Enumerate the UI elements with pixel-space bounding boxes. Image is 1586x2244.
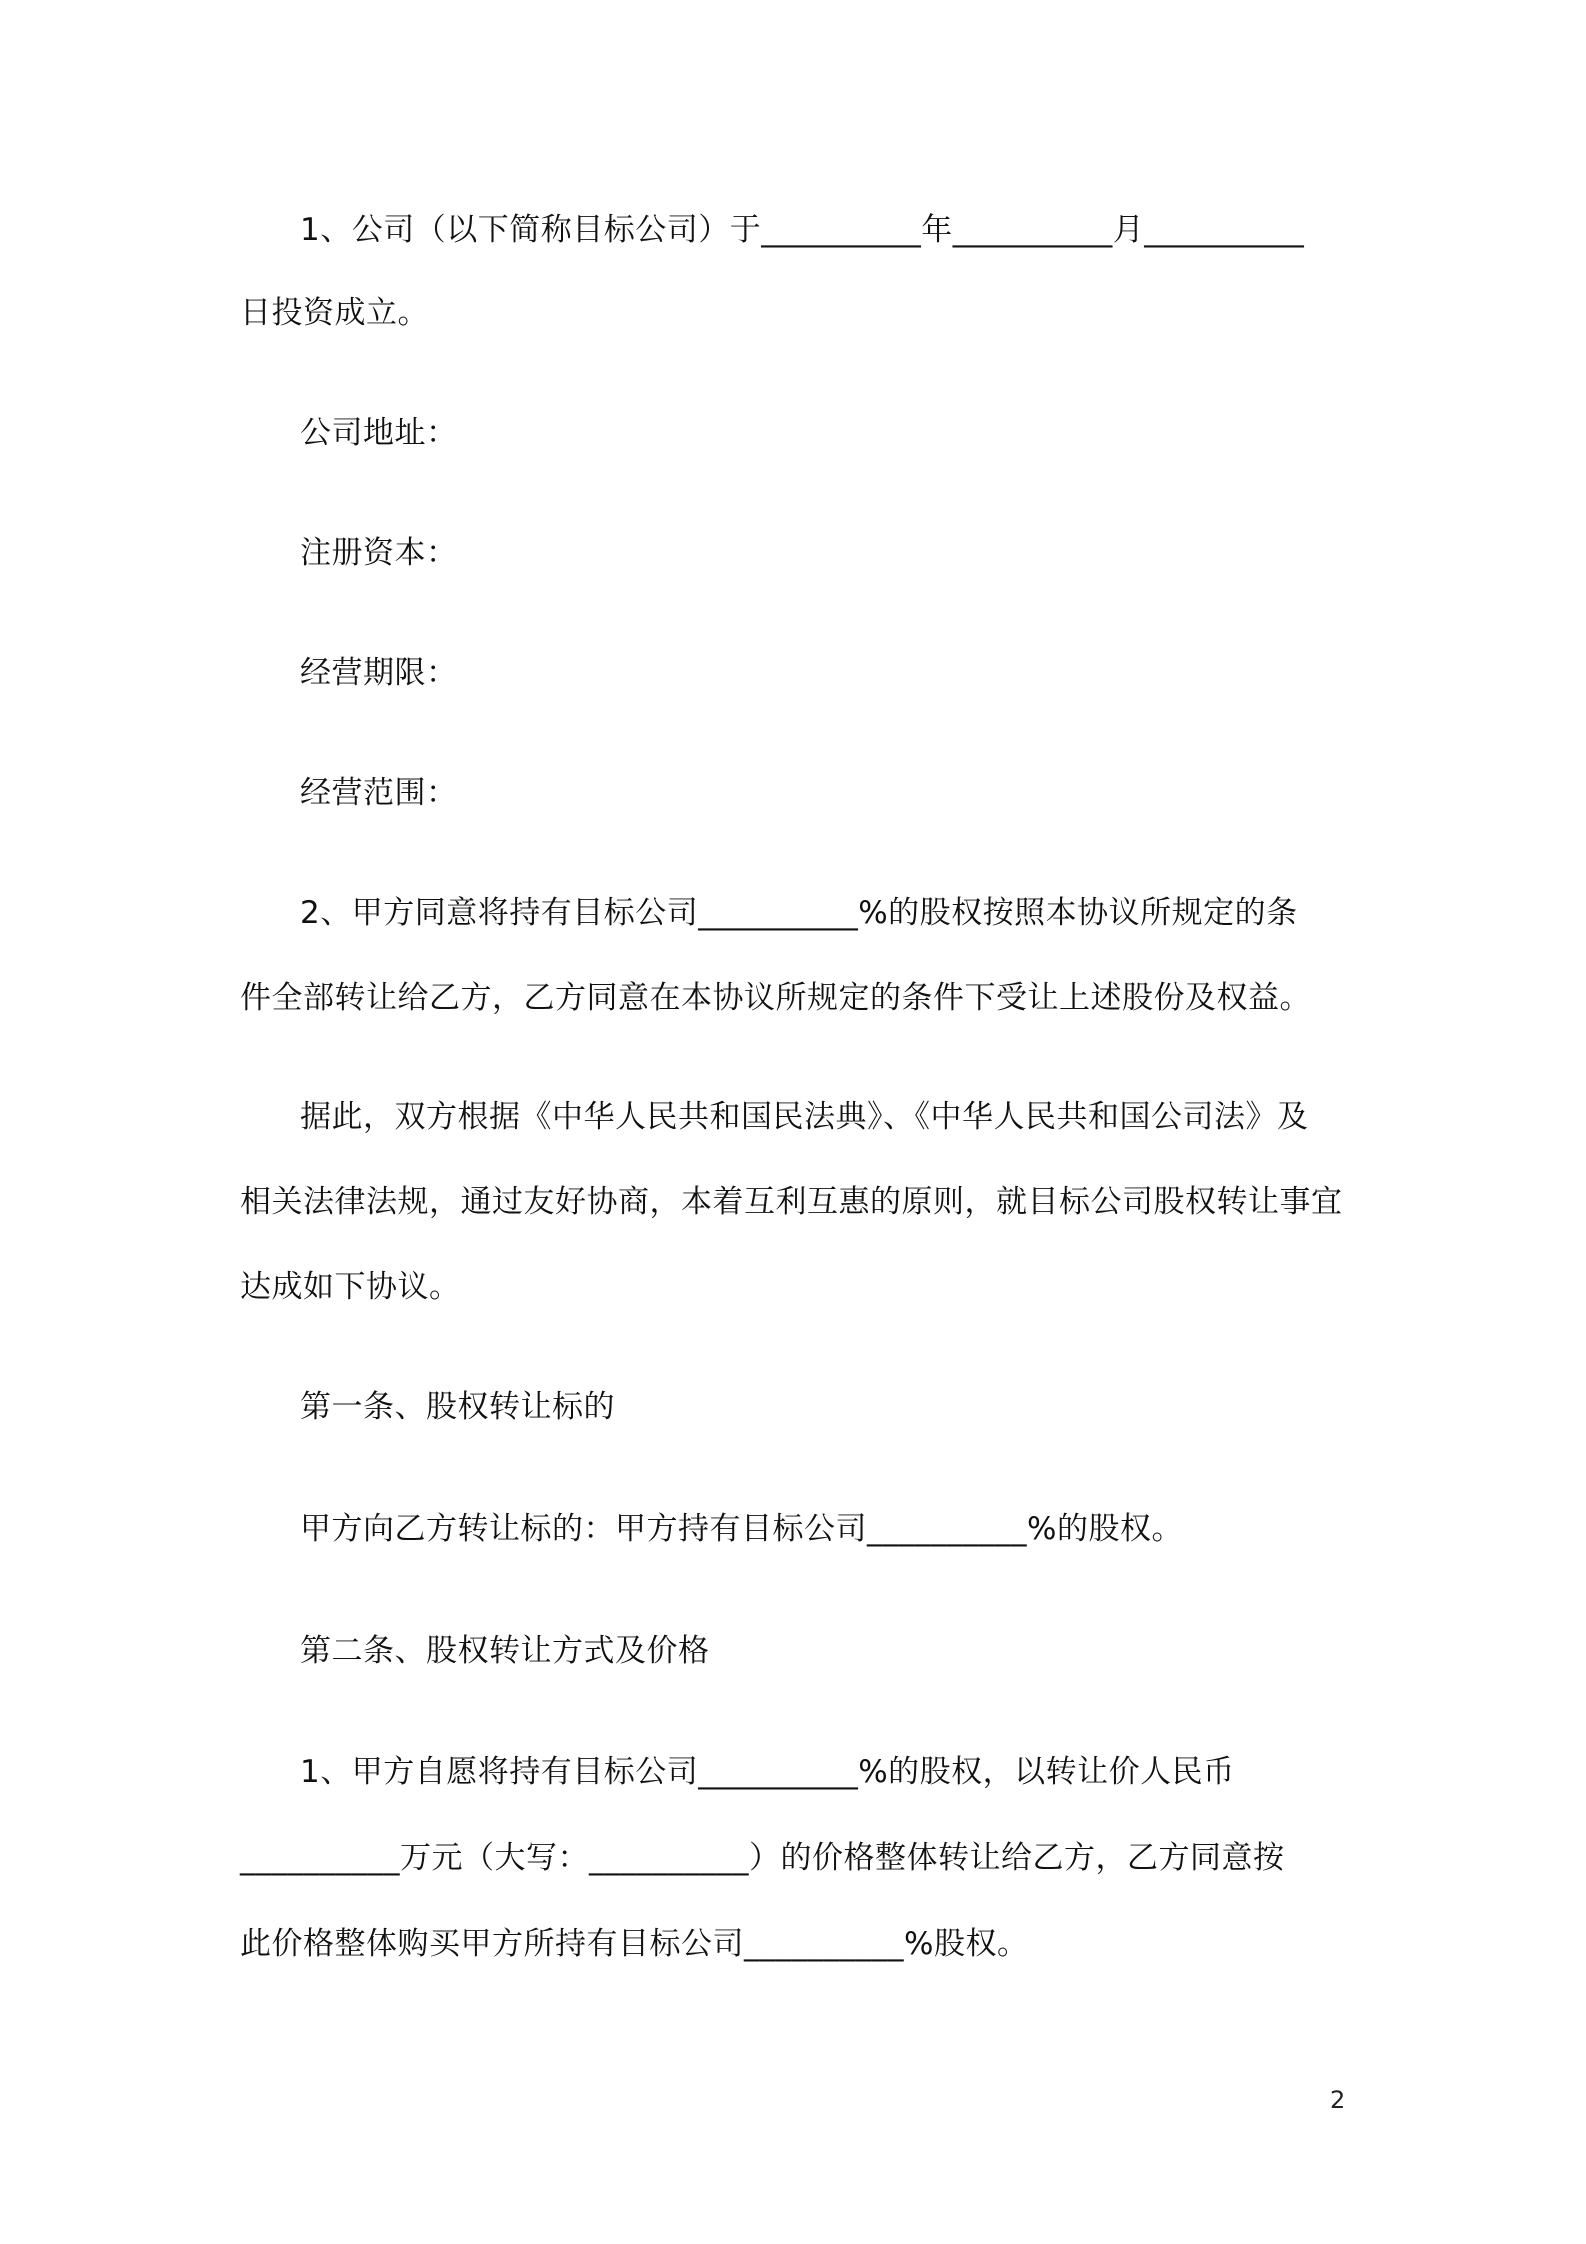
article-2-clause-1-line-1: 1、甲方自愿将持有目标公司__________%的股权，以转让价人民币 (300, 1754, 1235, 1790)
article-2-clause-1-line-2: __________万元（大写：__________）的价格整体转让给乙方，乙方同意按 (240, 1840, 1285, 1876)
article-2-heading: 第二条、股权转让方式及价格 (300, 1633, 710, 1669)
paragraph-1-line-2: 日投资成立。 (240, 295, 429, 331)
article-1-heading: 第一条、股权转让标的 (300, 1389, 615, 1425)
business-scope-label: 经营范围： (300, 775, 458, 811)
page-number: 2 (1330, 2086, 1346, 2114)
article-2-clause-1-line-3: 此价格整体购买甲方所持有目标公司__________%股权。 (240, 1926, 1029, 1962)
basis-paragraph-line-2: 相关法律法规，通过友好协商，本着互利互惠的原则，就目标公司股权转让事宜 (240, 1184, 1343, 1220)
basis-paragraph-line-3: 达成如下协议。 (240, 1269, 461, 1305)
company-address-label: 公司地址： (300, 415, 458, 451)
basis-paragraph-line-1: 据此，双方根据《中华人民共和国民法典》、《中华人民共和国公司法》及 (300, 1099, 1309, 1135)
business-term-label: 经营期限： (300, 655, 458, 691)
article-1-content: 甲方向乙方转让标的：甲方持有目标公司__________%的股权。 (300, 1511, 1183, 1547)
paragraph-2-line-1: 2、甲方同意将持有目标公司__________%的股权按照本协议所规定的条 (300, 895, 1298, 931)
registered-capital-label: 注册资本： (300, 535, 458, 571)
paragraph-2-line-2: 件全部转让给乙方，乙方同意在本协议所规定的条件下受让上述股份及权益。 (240, 980, 1311, 1016)
paragraph-1-line-1: 1、公司（以下简称目标公司）于__________年__________月__________ (300, 212, 1305, 248)
